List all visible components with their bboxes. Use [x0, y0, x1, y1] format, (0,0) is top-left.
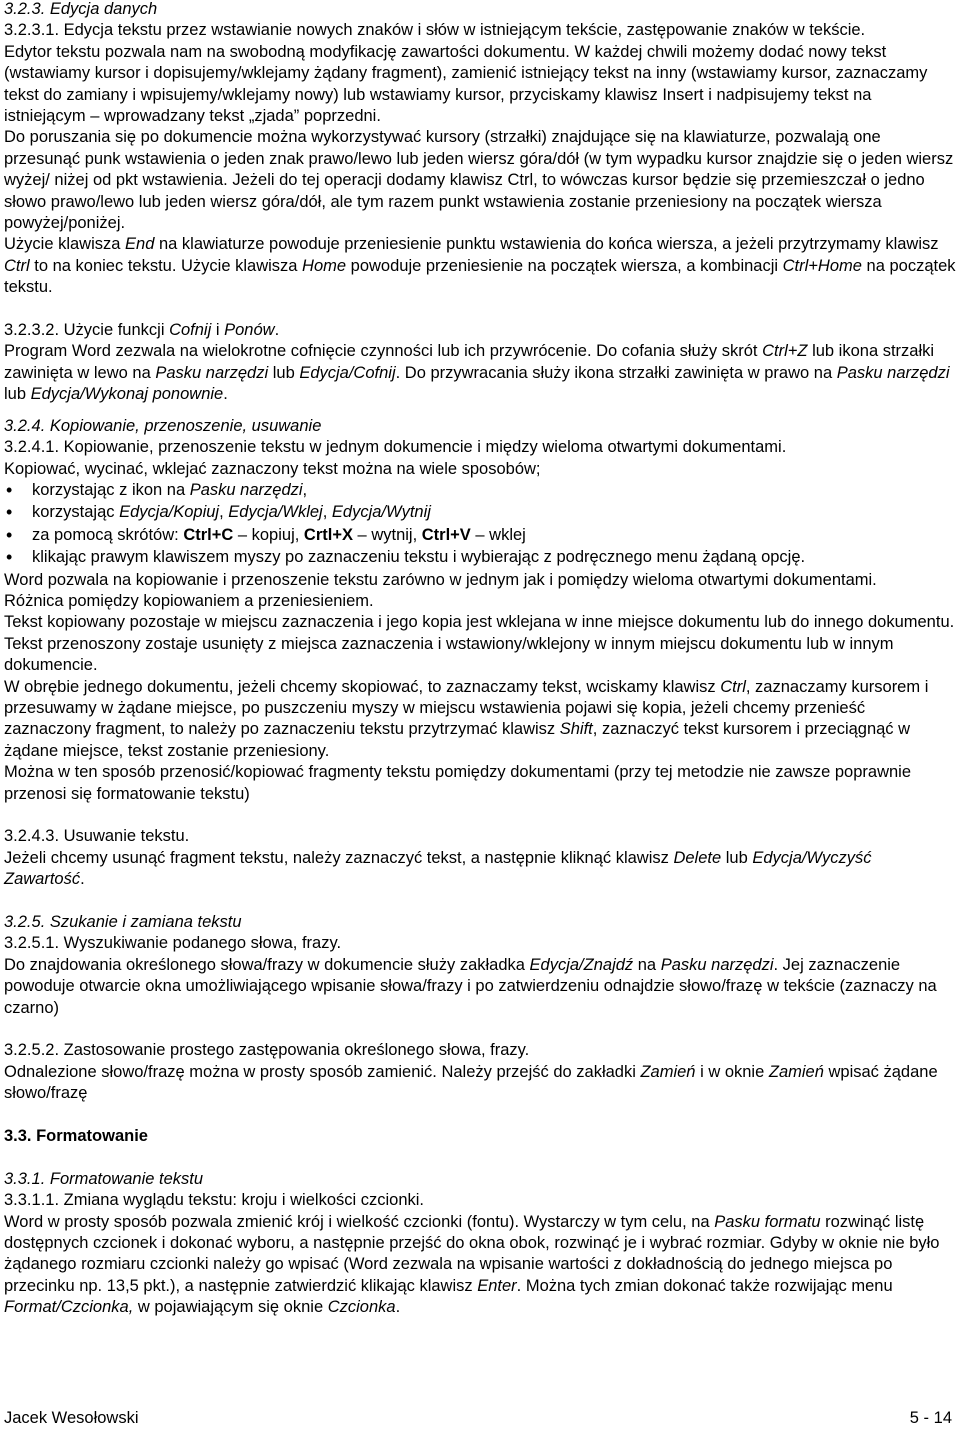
subsection-title-3-2-5-1: 3.2.5.1. Wyszukiwanie podanego słowa, frazy.: [4, 934, 342, 953]
subsection-title-3-2-3-2: 3.2.3.2. Użycie funkcji Cofnij i Ponów.: [4, 321, 280, 340]
footer-page-number: 5 - 14: [909, 1409, 952, 1427]
paragraph-drag-between-documents: Można w ten sposób przenosić/kopiować fragmenty tekstu pomiędzy dokumentami (przy tej metodzie nie zawsze poprawnie przenosi się formatowanie tekstu): [4, 763, 912, 803]
footer-author: Jacek Wesołowski: [4, 1409, 139, 1427]
section-heading-3-3-1: 3.3.1. Formatowanie tekstu: [4, 1169, 204, 1188]
paragraph-delete-text: Jeżeli chcemy usunąć fragment tekstu, należy zaznaczyć tekst, a następnie kliknąć klawisz Delete lub Edycja/Wyczyść Zawartość.: [4, 848, 872, 889]
subsection-title-3-3-1-1: 3.3.1.1. Zmiana wyglądu tekstu: kroju i wielkości czcionki.: [4, 1191, 425, 1210]
paragraph-copy-vs-move: Tekst kopiowany pozostaje w miejscu zaznaczenia i jego kopia jest wklejana w inne miejsce dokumentu lub do innego dokumentu. Tekst przenoszony zostaje usunięty z miejsca zaznaczenia i wstawiony/wklejony w innym miejscu dokumentu lub w innym dokumencie.: [4, 613, 955, 675]
section-heading-3-3: 3.3. Formatowanie: [4, 1127, 148, 1146]
subsection-title-3-2-5-2: 3.2.5.2. Zastosowanie prostego zastępowania określonego słowa, frazy.: [4, 1041, 530, 1060]
paragraph-undo-redo: Program Word zezwala na wielokrotne cofnięcie czynności lub ich przywrócenie. Do cofania służy skrót Ctrl+Z lub ikona strzałki zawinięta w lewo na Pasku narzędzi lub Edycja/Cofnij. Do przywracania służy ikona strzałki zawinięta w prawo na Pasku narzędzi lub Edycja/Wykonaj ponownie.: [4, 342, 950, 404]
paragraph-font-change: Word w prosty sposób pozwala zmienić krój i wielkość czcionki (fontu). Wystarczy w tym celu, na Pasku formatu rozwinąć listę dostępnych czcionek i dokonać wyboru, a następnie przejść do okna obok, rozwinąć je i wybrać rozmiar. Gdyby w oknie nie było żądanego rozmiaru czcionki należy go wpisać (Word zezwala na wpisanie wartości z dokładnością do jednego miejsca po przecinku np. 13,5 pkt.), a następnie zatwierdzić klikając klawisz Enter. Można tych zmian dokonać także rozwijając menu Format/Czcionka, w pojawiającym się oknie Czcionka.: [4, 1212, 940, 1317]
subsection-title-3-2-3-1: 3.2.3.1. Edycja tekstu przez wstawianie nowych znaków i słów w istniejącym tekście, zastępowanie znaków w tekście.: [4, 21, 866, 40]
section-heading-3-2-5: 3.2.5. Szukanie i zamiana tekstu: [4, 913, 242, 932]
section-heading-3-2-3: 3.2.3. Edycja danych: [4, 0, 158, 18]
paragraph-copy-intro: Kopiować, wycinać, wklejać zaznaczony tekst można na wiele sposobów;: [4, 459, 541, 478]
copy-methods-list: [4, 480, 956, 569]
document-page: [4, 0, 956, 1319]
paragraph-difference: Różnica pomiędzy kopiowaniem a przeniesieniem.: [4, 591, 374, 610]
list-item: • za pomocą skrótów: Ctrl+C – kopiuj, Crtl+X – wytnij, Ctrl+V – wklej: [4, 525, 956, 546]
paragraph-replace: Odnalezione słowo/frazę można w prosty sposób zamienić. Należy przejść do zakładki Zamień i w oknie Zamień wpisać żądane słowo/frazę: [4, 1062, 938, 1103]
list-item: • korzystając Edycja/Kopiuj, Edycja/Wklej, Edycja/Wytnij: [4, 502, 956, 523]
paragraph-editing: Edytor tekstu pozwala nam na swobodną modyfikację zawartości dokumentu. W każdej chwili możemy dodać nowy tekst (wstawiamy kursor i dopisujemy/wklejamy żądany fragment), zamienić istniejący tekst na inny (wstawiamy kursor, zaznaczamy tekst do zamiany i wpisujemy/wklejamy nowy) lub wstawiamy kursor, przyciskamy klawisz Insert i nadpisujemy tekst na istniejącym – wprowadzany tekst „zjada” poprzedni.: [4, 42, 928, 126]
paragraph-copy-between-documents: Word pozwala na kopiowanie i przenoszenie tekstu zarówno w jednym jak i pomiędzy wieloma otwartymi dokumentami.: [4, 570, 877, 589]
section-heading-3-2-4: 3.2.4. Kopiowanie, przenoszenie, usuwanie: [4, 416, 322, 435]
paragraph-find: Do znajdowania określonego słowa/frazy w dokumencie służy zakładka Edycja/Znajdź na Pasku narzędzi. Jej zaznaczenie powoduje otwarcie okna umożliwiającego wpisanie słowa/frazy i po zatwierdzeniu odnajdzie słowo/frazę w tekście (zaznaczy na czarno): [4, 955, 937, 1017]
list-item: • klikając prawym klawiszem myszy po zaznaczeniu tekstu i wybierając z podręcznego menu żądaną opcję.: [4, 547, 956, 568]
paragraph-drag-copy: W obrębie jednego dokumentu, jeżeli chcemy skopiować, to zaznaczamy tekst, wciskamy klawisz Ctrl, zaznaczamy kursorem i przesuwamy w żądane miejsce, po puszczeniu myszy w miejscu wstawienia pojawi się kopia, jeżeli chcemy przenieść zaznaczony fragment, to należy po zaznaczeniu tekstu przytrzymać klawisz Shift, zaznaczyć tekst kursorem i przeciągnąć w żądane miejsce, tekst zostanie przeniesiony.: [4, 677, 929, 760]
subsection-title-3-2-4-3: 3.2.4.3. Usuwanie tekstu.: [4, 827, 190, 846]
subsection-title-3-2-4-1: 3.2.4.1. Kopiowanie, przenoszenie tekstu w jednym dokumencie i między wieloma otwartymi dokumentami.: [4, 438, 787, 457]
page-footer: [4, 1408, 952, 1429]
list-item: • korzystając z ikon na Pasku narzędzi,: [4, 480, 956, 501]
paragraph-cursor-navigation: Do poruszania się po dokumencie można wykorzystywać kursory (strzałki) znajdujące się na klawiaturze, pozwalają one przesunąć punk wstawienia o jeden znak prawo/lewo lub jeden wiersz góra/dół (w tym wypadku kursor znajdzie się o jeden wiersz wyżej/ niżej od pkt wstawienia. Jeżeli do tej operacji dodamy klawisz Ctrl, to wówczas kursor będzie się przemieszczał o jedno słowo prawo/lewo lub jeden wiersz góra/dół, ale tym razem punkt wstawienia zostanie przeniesiony na początek wiersza powyżej/poniżej.: [4, 128, 954, 233]
paragraph-end-home-keys: Użycie klawisza End na klawiaturze powoduje przeniesienie punktu wstawienia do końca wiersza, a jeżeli przytrzymamy klawisz Ctrl to na koniec tekstu. Użycie klawisza Home powoduje przeniesienie na początek wiersza, a kombinacji Ctrl+Home na początek tekstu.: [4, 235, 956, 297]
